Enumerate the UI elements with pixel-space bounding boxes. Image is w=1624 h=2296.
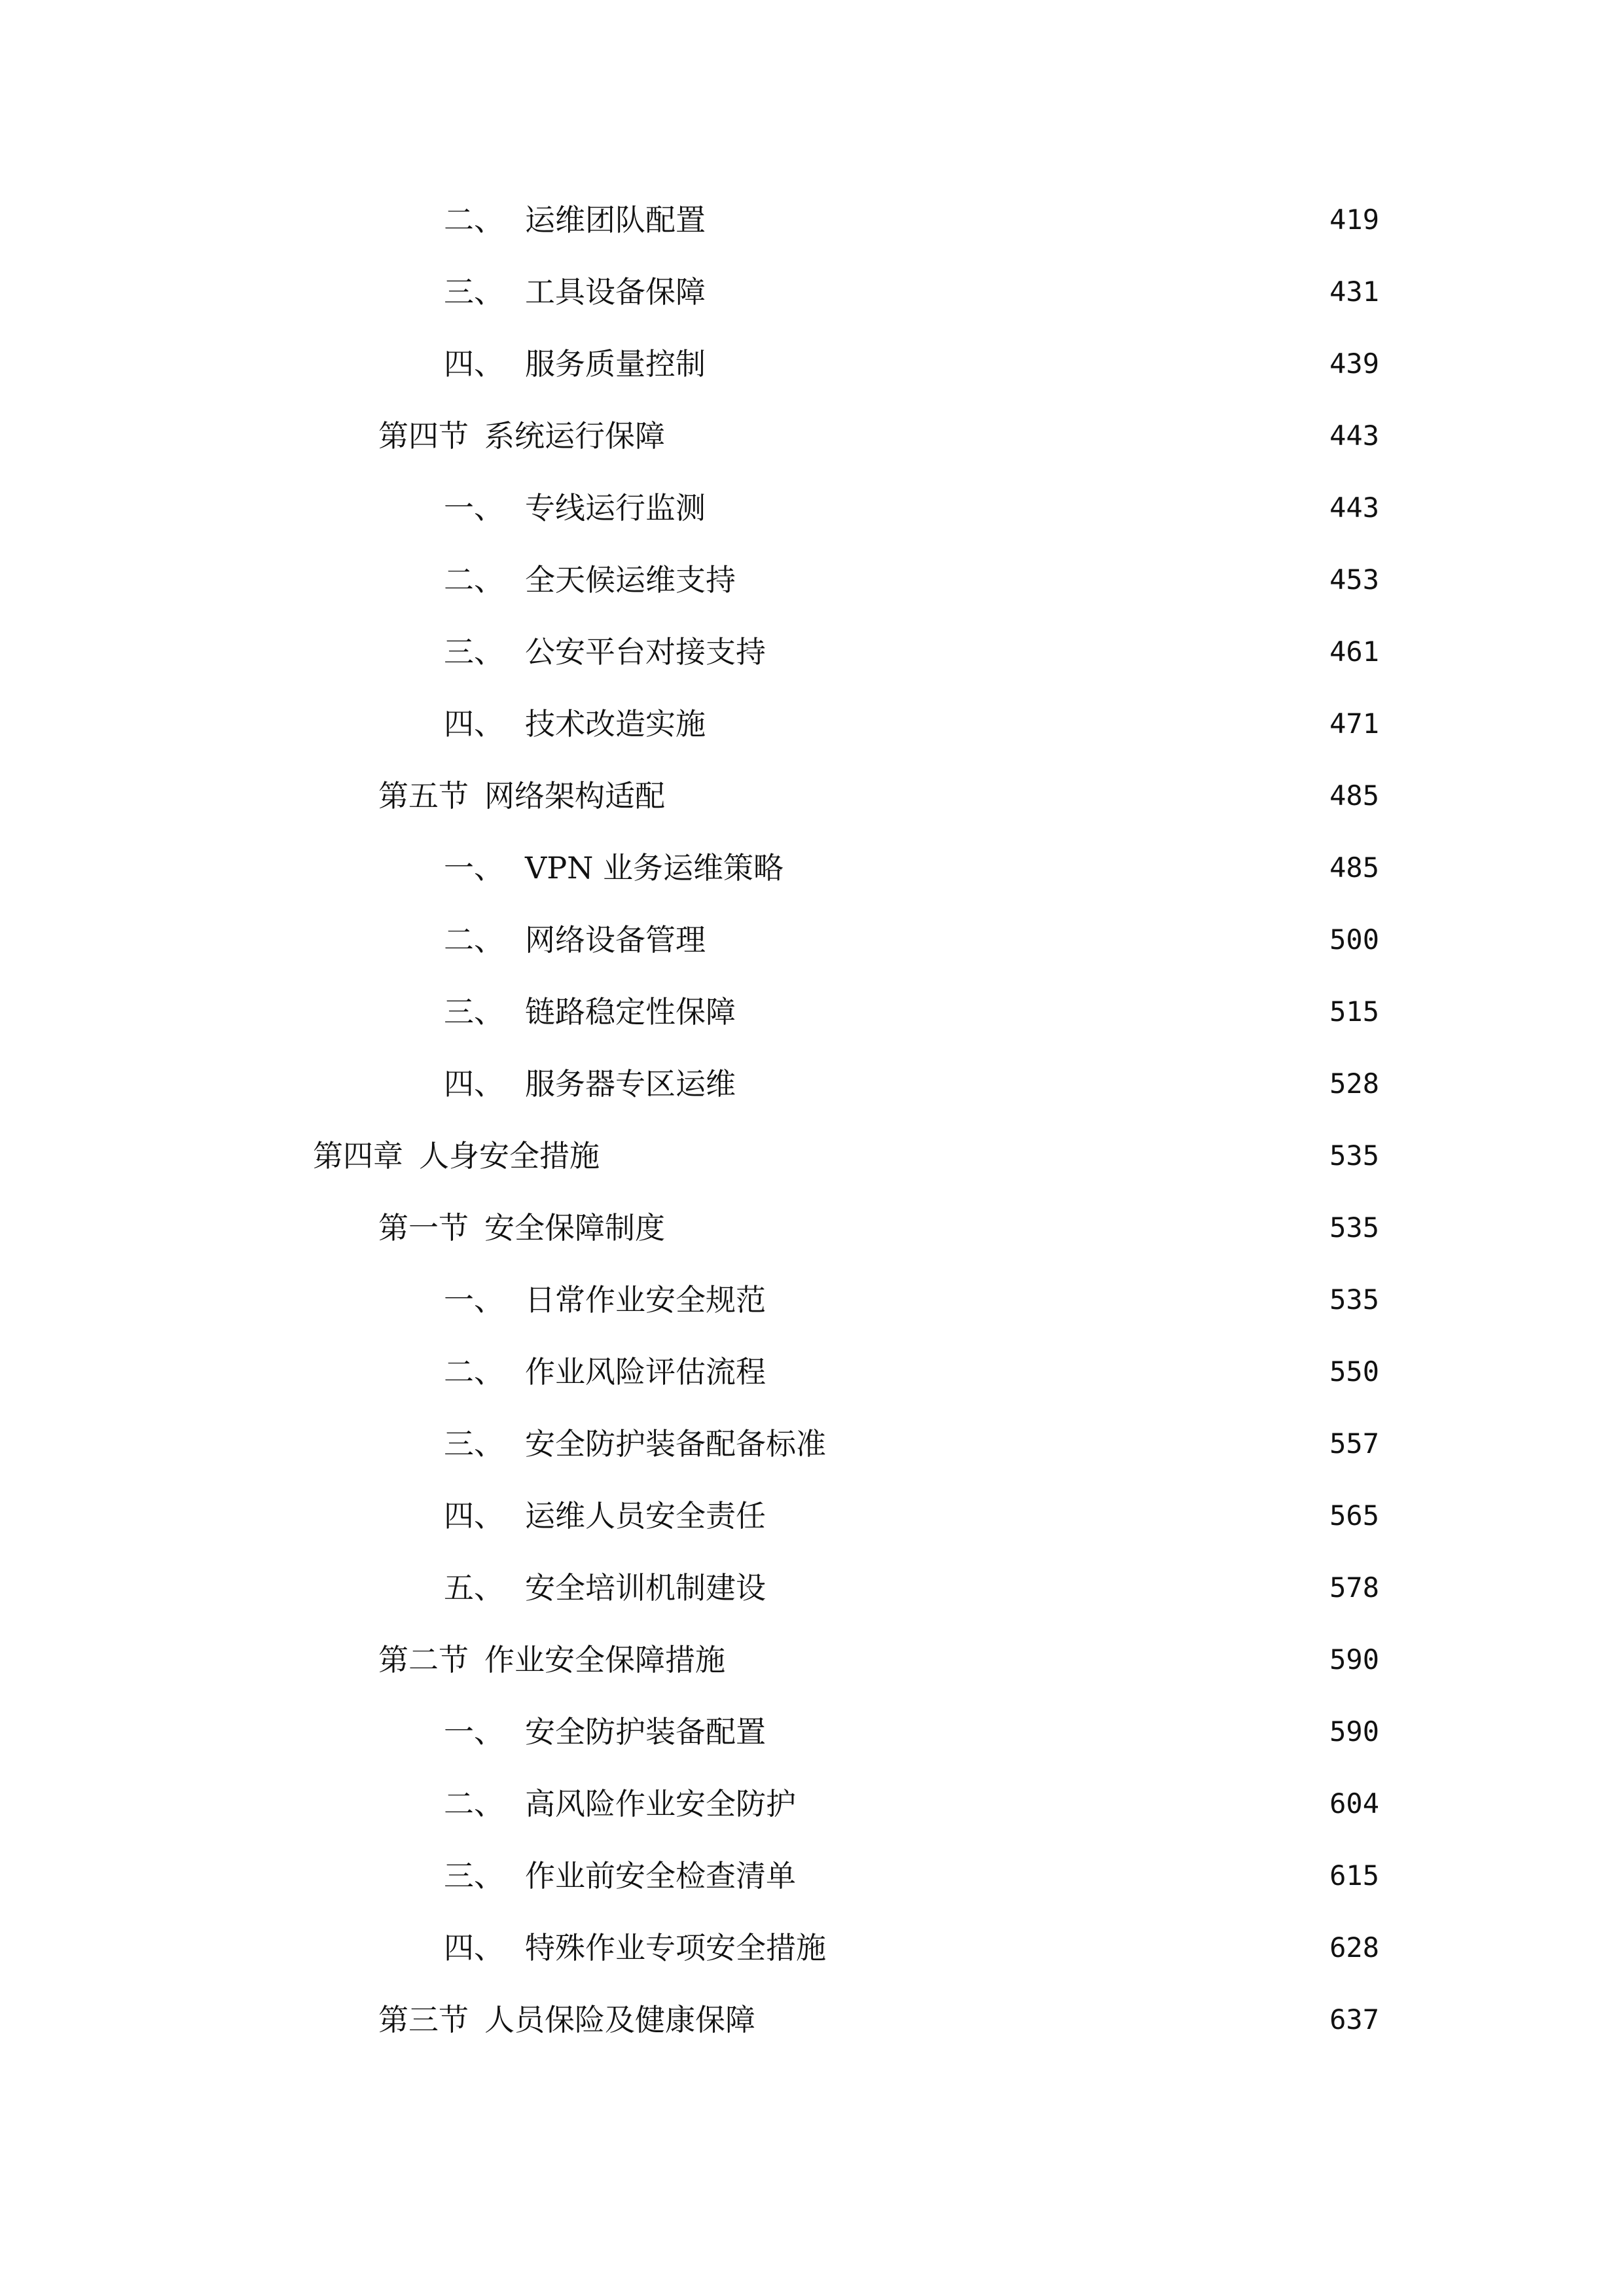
toc-entry[interactable] [444,626,1379,678]
dot-leader [744,554,1319,606]
toc-section-number: 第四节 [378,418,469,454]
toc-entry-title: 安全防护装备配备标准 [525,1426,826,1462]
toc-entry-title: 运维团队配置 [525,202,706,238]
dot-leader [673,1202,1319,1254]
toc-entry[interactable] [444,1490,1379,1542]
toc-entry-title: 高风险作业安全防护 [525,1786,796,1821]
toc-section-entry[interactable] [378,1994,1379,2046]
toc-entry-number: 四、 [444,1930,504,1965]
toc-entry-number: 三、 [444,634,504,670]
toc-entry-title: 运维人员安全责任 [525,1498,766,1534]
toc-page-number: 431 [1329,276,1379,308]
toc-page-number: 515 [1329,996,1379,1028]
toc-entry[interactable] [444,1850,1379,1902]
toc-entry-number: 三、 [444,274,504,310]
toc-entry[interactable] [444,1346,1379,1398]
toc-entry[interactable] [444,554,1379,606]
toc-chapter-entry[interactable] [313,1130,1379,1182]
dot-leader [774,1346,1319,1398]
toc-page-number: 615 [1329,1859,1379,1892]
toc-entry-number: 三、 [444,994,504,1030]
toc-page-number: 578 [1329,1571,1379,1604]
toc-entry[interactable] [444,1562,1379,1614]
toc-page-number: 637 [1329,2003,1379,2036]
toc-section-number: 第三节 [378,2002,469,2037]
dot-leader [774,1490,1319,1542]
toc-section-entry[interactable] [378,1634,1379,1686]
toc-page-number: 471 [1329,708,1379,740]
dot-leader [834,1922,1319,1974]
dot-leader [744,986,1319,1038]
dot-leader [834,1418,1319,1470]
toc-entry[interactable] [444,338,1379,390]
toc-entry-title: 安全培训机制建设 [525,1570,766,1605]
toc-entry-number: 三、 [444,1858,504,1893]
toc-page-number: 453 [1329,564,1379,596]
dot-leader [733,1634,1319,1686]
dot-leader [713,194,1319,246]
dot-leader [774,1274,1319,1326]
toc-entry[interactable] [444,1418,1379,1470]
toc-page-number: 628 [1329,1931,1379,1964]
toc-entry-number: 二、 [444,922,504,958]
toc-entry-number: 四、 [444,1066,504,1102]
toc-chapter-number: 第四章 [313,1138,403,1174]
toc-entry-number: 五、 [444,1570,504,1605]
toc-entry-title: 作业风险评估流程 [525,1354,766,1390]
toc-entry-title: VPN 业务运维策略 [525,850,784,886]
dot-leader [713,338,1319,390]
toc-page-number: 485 [1329,780,1379,812]
toc-entry[interactable] [444,842,1379,894]
toc-section-number: 第一节 [378,1210,469,1246]
toc-entry-title: 网络架构适配 [484,778,665,814]
dot-leader [713,266,1319,318]
toc-entry-number: 一、 [444,1714,504,1749]
toc-entry[interactable] [444,194,1379,246]
dot-leader [713,914,1319,966]
dot-leader [774,1562,1319,1614]
toc-section-number: 第五节 [378,778,469,814]
toc-entry[interactable] [444,1778,1379,1830]
toc-page-number: 443 [1329,420,1379,452]
toc-entry[interactable] [444,266,1379,318]
dot-leader [774,1706,1319,1758]
toc-entry[interactable] [444,1922,1379,1974]
toc-entry-title: 人员保险及健康保障 [484,2002,755,2037]
toc-entry-title: 工具设备保障 [525,274,706,310]
toc-entry[interactable] [444,482,1379,534]
toc-entry-title: 特殊作业专项安全措施 [525,1930,826,1965]
toc-entry-title: 系统运行保障 [484,418,665,454]
toc-page-number: 590 [1329,1643,1379,1676]
toc-entry-number: 一、 [444,490,504,526]
toc-entry-number: 四、 [444,346,504,382]
toc-page-number: 439 [1329,348,1379,380]
toc-entry[interactable] [444,698,1379,750]
toc-entry-number: 二、 [444,202,504,238]
toc-page-number: 528 [1329,1067,1379,1100]
toc-entry-title: 安全保障制度 [484,1210,665,1246]
dot-leader [744,1058,1319,1110]
toc-page-number: 500 [1329,924,1379,956]
toc-entry-number: 四、 [444,1498,504,1534]
toc-entry-title: 作业前安全检查清单 [525,1858,796,1893]
dot-leader [763,1994,1319,2046]
dot-leader [713,482,1319,534]
toc-entry-number: 二、 [444,562,504,598]
dot-leader [673,410,1319,462]
toc-entry[interactable] [444,986,1379,1038]
toc-entry-title: 安全防护装备配置 [525,1714,766,1749]
toc-entry[interactable] [444,1706,1379,1758]
toc-entry-title: 网络设备管理 [525,922,706,958]
dot-leader [607,1130,1319,1182]
toc-page-number: 535 [1329,1139,1379,1172]
toc-entry-title: 专线运行监测 [525,490,706,526]
toc-page-number: 590 [1329,1715,1379,1748]
toc-entry-title: 服务质量控制 [525,346,706,382]
toc-section-entry[interactable] [378,1202,1379,1254]
toc-entry[interactable] [444,1274,1379,1326]
toc-page-number: 443 [1329,492,1379,524]
toc-page-number: 557 [1329,1427,1379,1460]
toc-entry-number: 一、 [444,850,504,886]
dot-leader [774,626,1319,678]
dot-leader [791,842,1319,894]
toc-entry-title: 链路稳定性保障 [525,994,736,1030]
toc-page-number: 604 [1329,1787,1379,1820]
dot-leader [804,1778,1319,1830]
toc-entry-title: 全天候运维支持 [525,562,736,598]
toc-page-number: 461 [1329,636,1379,668]
toc-page-number: 535 [1329,1283,1379,1316]
toc-entry-number: 四、 [444,706,504,742]
toc-entry[interactable] [444,1058,1379,1110]
toc-entry-title: 公安平台对接支持 [525,634,766,670]
toc-section-number: 第二节 [378,1642,469,1677]
toc-entry-title: 人身安全措施 [419,1138,600,1174]
toc-page-number: 419 [1329,204,1379,236]
toc-entry[interactable] [444,914,1379,966]
toc-page-number: 485 [1329,852,1379,884]
toc-page-number: 535 [1329,1211,1379,1244]
dot-leader [673,770,1319,822]
toc-entry-number: 二、 [444,1354,504,1390]
toc-entry-number: 三、 [444,1426,504,1462]
toc-entry-title: 服务器专区运维 [525,1066,736,1102]
dot-leader [804,1850,1319,1902]
toc-entry-title: 技术改造实施 [525,706,706,742]
toc-entry-number: 二、 [444,1786,504,1821]
toc-entry-title: 作业安全保障措施 [484,1642,725,1677]
toc-entry-title: 日常作业安全规范 [525,1282,766,1318]
toc-section-entry[interactable] [378,410,1379,462]
toc-entry-number: 一、 [444,1282,504,1318]
toc-page-number: 550 [1329,1355,1379,1388]
toc-section-entry[interactable] [378,770,1379,822]
toc-page-number: 565 [1329,1499,1379,1532]
dot-leader [713,698,1319,750]
